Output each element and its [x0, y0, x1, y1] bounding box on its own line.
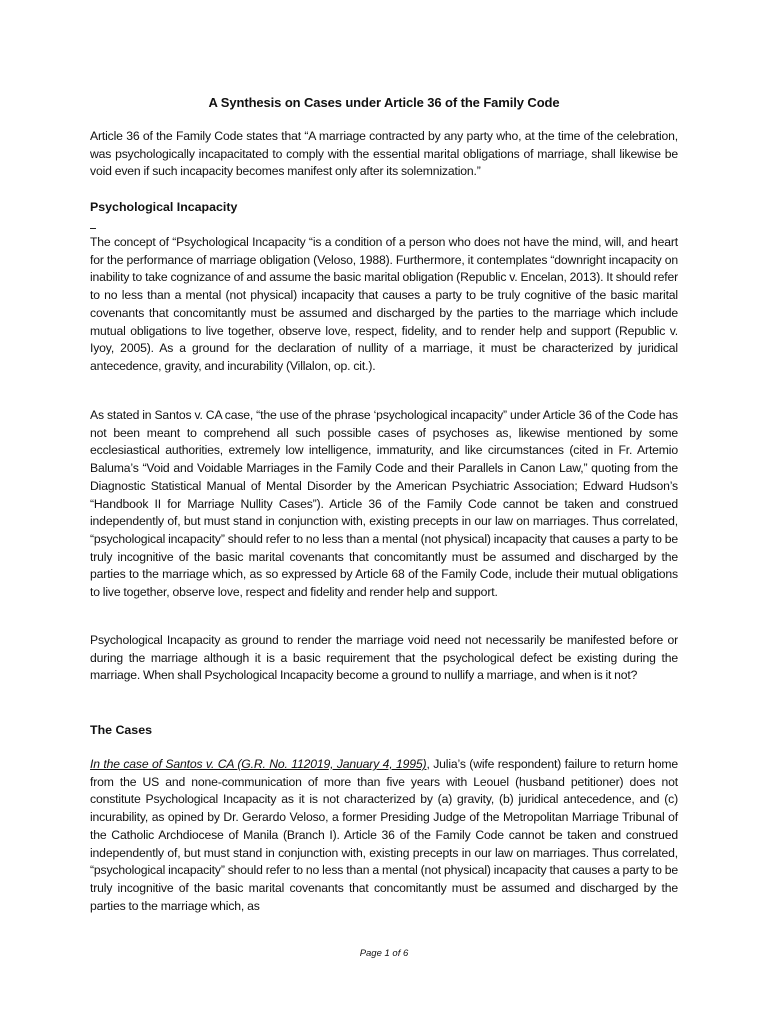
case-citation: In the case of Santos v. CA (G.R. No. 112019, January 4, 1995) [90, 757, 427, 771]
intro-paragraph: Article 36 of the Family Code states that “A marriage contracted by any party who, at the time of the celebration, was psychologically incapacitated to comply with the essential marital obligations of marriage, shall likewise be void even if such incapacity becomes manifest only after its solemnization.” [90, 129, 678, 179]
santos-paragraph: As stated in Santos v. CA case, “the use of the phrase ‘psychological incapacity” under Article 36 of the Code has not been meant to comprehend all such possible cases of psychoses as, likewise mentioned by some ecclesiastical authorities, extremely low intelligence, immaturity, and like circumstances (cited in Fr. Artemio Baluma’s “Void and Voidable Marriages in the Family Code and their Parallels in Canon Law,” quoting from the Diagnostic Statistical Manual of Mental Disorder by the American Psychiatric Association; Edward Hudson’s “Handbook II for Marriage Nullity Cases”). Article 36 of the Family Code cannot be taken and construed independently of, but must stand in conjunction with, existing precepts in our law on marriages. Thus correlated, “psychological incapacity” should refer to no less than a mental (not physical) incapacity that causes a party to be truly incognitive of the basic marital covenants that concomitantly must be assumed and discharged by the parties to the marriage which, as so expressed by Article 68 of the Family Code, include their mutual obligations to live together, observe love, respect and fidelity and render help and support. [90, 408, 678, 600]
document-title: A Synthesis on Cases under Article 36 of the Family Code [208, 95, 560, 110]
case-paragraph [90, 756, 678, 915]
case-text: , Julia’s (wife respondent) failure to return home from the US and none-communication of more than five years with Leouel (husband petitioner) does not constitute Psychological Incapacity as it is not characterized by (a) gravity, (b) juridical antecedence, and (c) incurability, as opined by Dr. Gerardo Veloso, a former Presiding Judge of the Metropolitan Marriage Tribunal of the Catholic Archdiocese of Manila (Branch I). Article 36 of the Family Code cannot be taken and construed independently of, but must stand in conjunction with, existing precepts in our law on marriages. Thus correlated, “psychological incapacity” should refer to no less than a mental (not physical) incapacity that causes a party to be truly incognitive of the basic marital covenants that concomitantly must be assumed and discharged by the parties to the marriage which, as [90, 757, 679, 913]
page-footer: Page 1 of 6 [359, 948, 409, 959]
concept-paragraph: The concept of “Psychological Incapacity “is a condition of a person who does not have the mind, will, and heart for the performance of marriage obligation (Veloso, 1988). Furthermore, it contemplates “downright incapacity on inability to take cognizance of and assume the basic marital obligation (Republic v. Encelan, 2013). It should refer to no less than a mental (not physical) incapacity that causes a party to be truly cognitive of the basic marital covenants that concomitantly must be assumed and discharged by the parties to the marriage which include mutual obligations to live together, observe love, respect, fidelity, and to render help and support (Republic v. Iyoy, 2005). As a ground for the declaration of nullity of a marriage, it must be characterized by juridical antecedence, gravity, and incurability (Villalon, op. cit.). [90, 235, 678, 373]
ground-paragraph: Psychological Incapacity as ground to render the marriage void need not necessarily be manifested before or during the marriage although it is a basic requirement that the psychological defect be existing during the marriage. When shall Psychological Incapacity become a ground to nullify a marriage, and when is it not? [90, 633, 678, 683]
stray-mark [90, 228, 96, 229]
heading-psychological-incapacity: Psychological Incapacity [90, 200, 238, 214]
heading-the-cases: The Cases [90, 723, 152, 737]
